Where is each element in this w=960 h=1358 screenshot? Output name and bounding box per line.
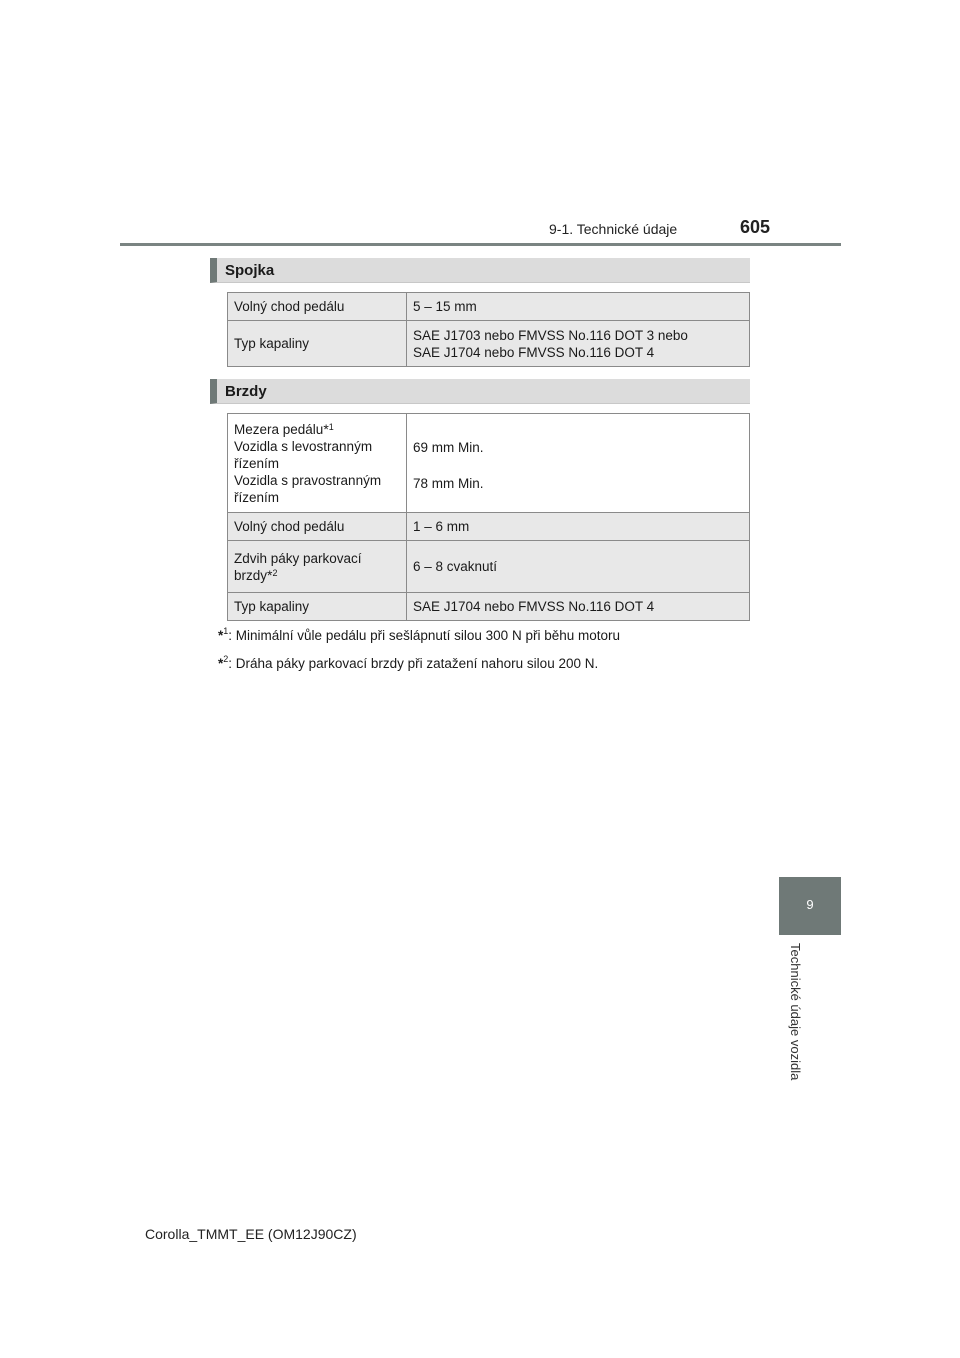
parking-brake-label-line: Zdvih páky parkovací [234, 550, 362, 566]
header-divider [120, 243, 841, 246]
spec-label: Typ kapaliny [228, 321, 407, 367]
spec-value: 6 – 8 cvaknutí [407, 541, 750, 593]
section-title: 9-1. Technické údaje [549, 221, 678, 237]
spec-value-line: SAE J1704 nebo FMVSS No.116 DOT 4 [413, 344, 655, 360]
table-row [228, 513, 750, 541]
section-heading-clutch-text: Spojka [225, 262, 275, 279]
footer-doc-id: Corolla_TMMT_EE (OM12J90CZ) [145, 1226, 357, 1242]
rhd-label-line: řízením [234, 489, 280, 505]
spec-label: Volný chod pedálu [228, 293, 407, 321]
spec-value [407, 321, 750, 367]
rhd-label-line: Vozidla s pravostranným [234, 472, 382, 488]
table-row [228, 593, 750, 621]
pedal-gap-label: Mezera pedálu*$^1$ [234, 420, 334, 437]
spec-label: Typ kapaliny [228, 593, 407, 621]
footnote-1: *$^1$: Minimální vůle pedálu při sešlápnutí silou 300 N při běhu motoru [218, 626, 620, 643]
table-row [228, 321, 750, 367]
spec-value-line: SAE J1703 nebo FMVSS No.116 DOT 3 nebo [413, 327, 688, 343]
footnote-2: *$^2$: Dráha páky parkovací brzdy při zatažení nahoru silou 200 N. [218, 654, 599, 671]
brakes-spec-table [227, 413, 750, 621]
lhd-value: 69 mm Min. [413, 439, 484, 455]
clutch-spec-table [227, 292, 750, 367]
section-heading-brakes [210, 379, 750, 404]
section-heading-brakes-text: Brzdy [225, 383, 267, 400]
spec-value: 5 – 15 mm [407, 293, 750, 321]
spec-label [228, 541, 407, 593]
spec-value [407, 414, 750, 513]
chapter-label: Technické údaje vozidla [788, 943, 803, 1081]
spec-value: 1 – 6 mm [407, 513, 750, 541]
lhd-label-line: řízením [234, 455, 280, 471]
table-row [228, 414, 750, 513]
lhd-label-line: Vozidla s levostranným [234, 438, 373, 454]
spec-value: SAE J1704 nebo FMVSS No.116 DOT 4 [407, 593, 750, 621]
chapter-tab[interactable] [779, 877, 841, 935]
table-row [228, 293, 750, 321]
page-number: 605 [740, 217, 771, 237]
section-heading-clutch [210, 258, 750, 283]
spec-label: Volný chod pedálu [228, 513, 407, 541]
parking-brake-label-line2: brzdy*$^2$ [234, 566, 278, 583]
rhd-value: 78 mm Min. [413, 475, 484, 491]
chapter-number: 9 [806, 897, 814, 912]
spec-label [228, 414, 407, 513]
table-row [228, 541, 750, 593]
